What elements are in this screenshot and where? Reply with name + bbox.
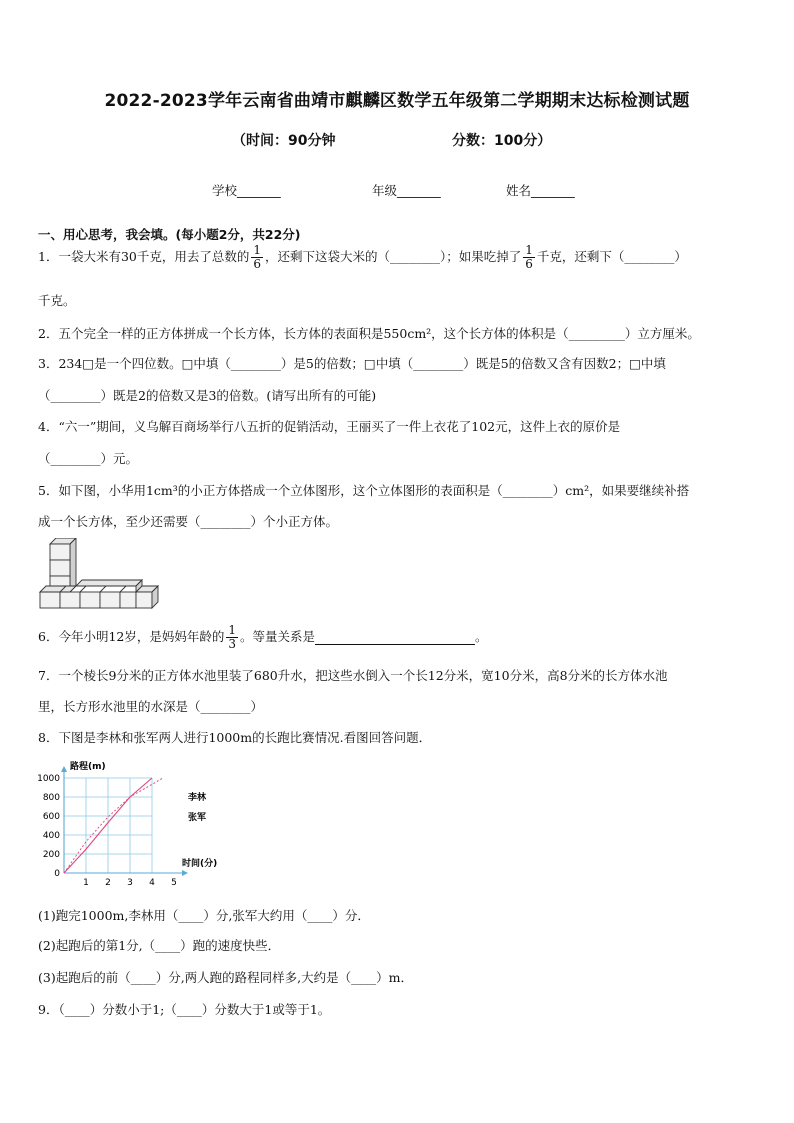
q6-text-a: 6．今年小明12岁，是妈妈年龄的 bbox=[38, 629, 225, 644]
x-tick-label: 4 bbox=[149, 878, 155, 888]
question-4-cont: （________）元。 bbox=[38, 451, 139, 466]
q1-text-a: 1．一袋大米有30千克，用去了总数的 bbox=[38, 249, 250, 264]
series-line-zhangjun bbox=[64, 778, 163, 873]
q1-frac-den: 6 bbox=[253, 257, 261, 271]
y-tick-label: 800 bbox=[42, 793, 60, 803]
q6-text-b: 。等量关系是 bbox=[240, 629, 316, 644]
school-field: 学校_______ bbox=[212, 183, 281, 198]
page-title: 2022-2023学年云南省曲靖市麒麟区数学五年级第二学期期末达标检测试题 bbox=[104, 91, 690, 111]
x-tick-label: 5 bbox=[171, 878, 177, 888]
question-7: 7．一个棱长9分米的正方体水池里装了680升水，把这些水倒入一个长12分米，宽10分米，高8分米的长方体水池 bbox=[38, 668, 668, 683]
q6-answer-blank bbox=[315, 629, 475, 645]
q1-fraction-2 bbox=[523, 244, 535, 271]
y-tick-label: 600 bbox=[42, 812, 60, 822]
q1-frac-num: 1 bbox=[253, 243, 261, 257]
x-axis-arrow bbox=[182, 870, 188, 876]
question-7-cont: 里，长方形水池里的水深是（________） bbox=[38, 699, 264, 714]
question-1 bbox=[38, 244, 687, 271]
question-8: 8．下图是李林和张军两人进行1000m的长跑比赛情况.看图回答问题． bbox=[38, 730, 432, 745]
q1-text-b: ，还剩下这袋大米的（________）；如果吃掉了 bbox=[265, 249, 522, 264]
q1-fraction bbox=[251, 244, 263, 271]
y-tick-label: 400 bbox=[42, 831, 60, 841]
x-axis-label: 时间(分) bbox=[182, 859, 218, 869]
q1-frac2-den: 6 bbox=[525, 257, 533, 271]
x-tick-label: 2 bbox=[105, 878, 111, 888]
question-3: 3．234□是一个四位数。□中填（________）是5的倍数；□中填（________）既是5的倍数又含有因数2；□中填 bbox=[38, 356, 666, 371]
legend-zhangjun: 张军 bbox=[188, 813, 207, 823]
q6-frac-den: 3 bbox=[228, 637, 236, 651]
score-info: 分数：100分） bbox=[452, 133, 552, 149]
time-info: （时间：90分钟 bbox=[232, 133, 336, 149]
question-8-1: (1)跑完1000m,李林用（____）分,张军大约用（____）分． bbox=[38, 908, 370, 923]
y-axis-arrow bbox=[61, 766, 67, 772]
race-chart bbox=[30, 756, 230, 888]
question-8-2: (2)起跑后的第1分,（____）跑的速度快些． bbox=[38, 938, 281, 953]
x-tick-label: 1 bbox=[83, 878, 89, 888]
y-tick-label: 0 bbox=[54, 869, 60, 879]
question-3-cont: （________）既是2的倍数又是3的倍数。(请写出所有的可能) bbox=[38, 388, 377, 403]
name-field: 姓名_______ bbox=[506, 183, 575, 198]
q6-fraction bbox=[226, 624, 238, 651]
question-4: 4．“六一”期间，义乌解百商场举行八五折的促销活动，王丽买了一件上衣花了102元，这件上衣的原价是 bbox=[38, 419, 621, 434]
q1-frac2-num: 1 bbox=[525, 243, 533, 257]
section-heading: 一、用心思考，我会填。(每小题2分，共22分) bbox=[38, 227, 301, 242]
q6-frac-num: 1 bbox=[228, 623, 236, 637]
grade-field: 年级_______ bbox=[372, 183, 441, 198]
q1-text-d: 千克。 bbox=[38, 293, 76, 308]
x-tick-label: 3 bbox=[127, 878, 133, 888]
q6-text-c: 。 bbox=[475, 629, 488, 644]
question-5-cont: 成一个长方体，至少还需要（________）个小正方体。 bbox=[38, 514, 339, 529]
question-9: 9．（____）分数小于1;（____）分数大于1或等于1。 bbox=[38, 1002, 331, 1017]
question-8-3: (3)起跑后的前（____）分,两人跑的路程同样多,大约是（____）m． bbox=[38, 970, 414, 985]
y-axis-label: 路程(m) bbox=[70, 762, 106, 772]
cube-figure bbox=[38, 538, 160, 612]
y-tick-label: 1000 bbox=[37, 774, 60, 784]
question-2: 2．五个完全一样的正方体拼成一个长方体，长方体的表面积是550cm²，这个长方体的体积是（_________）立方厘米。 bbox=[38, 326, 700, 341]
question-5: 5．如下图，小华用1cm³的小正方体搭成一个立体图形，这个立体图形的表面积是（________）cm²，如果要继续补搭 bbox=[38, 483, 690, 498]
legend-lilin: 李林 bbox=[188, 793, 207, 803]
q1-text-c: 千克，还剩下（________） bbox=[536, 249, 687, 264]
y-tick-label: 200 bbox=[42, 850, 60, 860]
question-6 bbox=[38, 624, 488, 651]
